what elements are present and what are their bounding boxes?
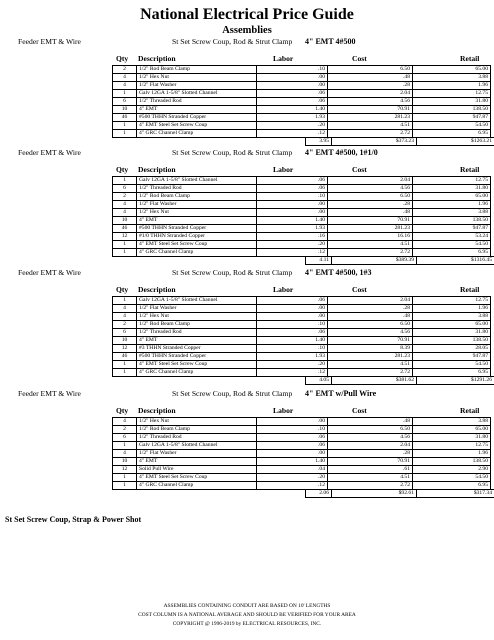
cell-cost: 8.39 [328, 345, 413, 353]
cell-retail: 31.80 [413, 185, 491, 193]
cell-labor: .10 [257, 66, 328, 74]
cell-description: 1/2" Threaded Rod [137, 329, 257, 337]
cell-labor: .00 [257, 313, 328, 321]
col-description: Description [138, 54, 176, 63]
items-table [112, 65, 491, 138]
totals-row [305, 256, 494, 265]
cell-qty: 6 [113, 185, 137, 193]
col-retail: Retail [460, 54, 480, 63]
cell-retail: 12.75 [413, 177, 491, 185]
items-table [112, 296, 491, 377]
col-retail: Retail [460, 165, 480, 174]
cell-cost: 2.72 [328, 482, 413, 490]
table-row [113, 321, 491, 329]
cell-retail: 54.50 [413, 122, 491, 130]
cell-qty: 2 [113, 193, 137, 201]
cell-retail: 1.96 [413, 82, 491, 90]
cell-labor: .00 [257, 201, 328, 209]
column-headers [0, 285, 494, 296]
cell-description: 1/2" Threaded Rod [137, 185, 257, 193]
col-cost: Cost [352, 406, 367, 415]
col-description: Description [138, 406, 176, 415]
cell-labor: 1.40 [257, 217, 328, 225]
cell-cost: 70.91 [328, 458, 413, 466]
col-qty: Qty [116, 285, 129, 294]
cell-labor: 1.40 [257, 458, 328, 466]
cell-retail: 3.88 [413, 74, 491, 82]
cell-description: Galv 12GA 1-5/8" Slotted Channel [137, 90, 257, 98]
items-table [112, 176, 491, 257]
cell-cost: .48 [328, 313, 413, 321]
cell-retail: 1.96 [413, 450, 491, 458]
section-header [0, 148, 494, 160]
table-row [113, 361, 491, 369]
cell-labor: .12 [257, 249, 328, 257]
section-category: Feeder EMT & Wire [18, 148, 81, 157]
column-headers [0, 54, 494, 65]
assembly-section [0, 148, 494, 265]
table-row [113, 225, 491, 233]
cell-cost: 4.51 [328, 241, 413, 249]
cell-qty: 4 [113, 450, 137, 458]
cell-labor: .16 [257, 233, 328, 241]
col-labor: Labor [273, 165, 294, 174]
cell-labor: .10 [257, 426, 328, 434]
table-row [113, 426, 491, 434]
cell-cost: 281.23 [328, 225, 413, 233]
cell-cost: 2.04 [328, 177, 413, 185]
assembly-name: 4" EMT w/Pull Wire [305, 389, 377, 398]
cell-labor: 1.40 [257, 106, 328, 114]
cell-description: #500 THHN Stranded Copper [137, 114, 257, 122]
section-support: St Set Screw Coup, Rod & Strut Clamp [172, 37, 293, 46]
col-qty: Qty [116, 165, 129, 174]
cell-retail: 6.95 [413, 369, 491, 377]
assembly-name: 4" EMT 4#500, 1#1/0 [305, 148, 378, 157]
table-row [113, 442, 491, 450]
cell-labor: .20 [257, 361, 328, 369]
cell-cost: 4.56 [328, 185, 413, 193]
assembly-section [0, 268, 494, 385]
cell-description: Galv 12GA 1-5/8" Slotted Channel [137, 177, 257, 185]
cell-labor: 1.93 [257, 225, 328, 233]
total-retail: $1263.21 [417, 138, 494, 146]
total-labor: 4.05 [306, 377, 332, 385]
cell-retail: 54.50 [413, 361, 491, 369]
table-row [113, 313, 491, 321]
table-row [113, 297, 491, 305]
table-row [113, 466, 491, 474]
cell-description: #3 THHN Stranded Copper [137, 345, 257, 353]
total-cost: $92.61 [332, 490, 417, 498]
cell-description: 1/2" Hex Nut [137, 418, 257, 426]
table-row [113, 434, 491, 442]
table-row [113, 201, 491, 209]
table-row [113, 185, 491, 193]
cell-description: 4" EMT [137, 217, 257, 225]
cell-labor: .04 [257, 466, 328, 474]
total-cost: $389.39 [332, 257, 417, 265]
cell-labor: .10 [257, 321, 328, 329]
cell-retail: 6.95 [413, 249, 491, 257]
cell-cost: 16.16 [328, 233, 413, 241]
cell-qty: 4 [113, 313, 137, 321]
cell-cost: 4.51 [328, 122, 413, 130]
cell-cost: .28 [328, 450, 413, 458]
cell-cost: 2.04 [328, 90, 413, 98]
col-labor: Labor [273, 285, 294, 294]
cell-qty: 4 [113, 74, 137, 82]
cell-qty: 10 [113, 217, 137, 225]
cell-description: 1/2" Rod Beam Clamp [137, 321, 257, 329]
cell-qty: 1 [113, 474, 137, 482]
table-row [113, 209, 491, 217]
cell-retail: 31.80 [413, 329, 491, 337]
cell-qty: 1 [113, 249, 137, 257]
col-cost: Cost [352, 54, 367, 63]
table-row [113, 66, 491, 74]
cell-qty: 1 [113, 90, 137, 98]
total-retail: $317.34 [417, 490, 494, 498]
table-row [113, 353, 491, 361]
cell-labor: 1.93 [257, 353, 328, 361]
table-row [113, 82, 491, 90]
cell-description: 4" EMT Steel Set Screw Coup [137, 241, 257, 249]
cell-qty: 1 [113, 122, 137, 130]
cell-retail: 138.50 [413, 337, 491, 345]
cell-description: Galv 12GA 1-5/8" Slotted Channel [137, 297, 257, 305]
footer-line-2: COST COLUMN IS A NATIONAL AVERAGE AND SHOULD BE VERIFIED FOR YOUR AREA [138, 612, 356, 618]
cell-retail: 12.75 [413, 90, 491, 98]
cell-cost: .48 [328, 74, 413, 82]
table-row [113, 337, 491, 345]
cell-cost: .61 [328, 466, 413, 474]
section-header [0, 37, 494, 49]
cell-retail: 138.50 [413, 458, 491, 466]
cell-labor: 1.93 [257, 114, 328, 122]
table-row [113, 450, 491, 458]
section-support: St Set Screw Coup, Rod & Strut Clamp [172, 148, 293, 157]
bottom-section-heading: St Set Screw Coup, Strap & Power Shot [5, 515, 142, 524]
cell-qty: 2 [113, 426, 137, 434]
assembly-section [0, 389, 494, 498]
table-row [113, 122, 491, 130]
cell-labor: .10 [257, 345, 328, 353]
total-labor: 3.95 [306, 138, 332, 146]
cell-labor: .10 [257, 193, 328, 201]
cell-description: 4" EMT [137, 337, 257, 345]
cell-retail: 12.75 [413, 442, 491, 450]
cell-cost: 4.51 [328, 474, 413, 482]
column-headers [0, 165, 494, 176]
cell-retail: 54.50 [413, 241, 491, 249]
cell-cost: 6.50 [328, 193, 413, 201]
cell-description: Galv 12GA 1-5/8" Slotted Channel [137, 442, 257, 450]
cell-qty: 6 [113, 329, 137, 337]
cell-retail: 1.96 [413, 201, 491, 209]
column-headers [0, 406, 494, 417]
col-description: Description [138, 285, 176, 294]
cell-cost: 2.72 [328, 249, 413, 257]
cell-retail: 65.00 [413, 193, 491, 201]
cell-description: 1/2" Hex Nut [137, 209, 257, 217]
cell-qty: 12 [113, 466, 137, 474]
cell-qty: 6 [113, 98, 137, 106]
total-retail: $1316.45 [417, 257, 494, 265]
cell-cost: 70.91 [328, 337, 413, 345]
table-row [113, 458, 491, 466]
cell-qty: 2 [113, 66, 137, 74]
cell-qty: 1 [113, 482, 137, 490]
cell-retail: 3.88 [413, 418, 491, 426]
cell-description: 4" EMT [137, 106, 257, 114]
cell-qty: 1 [113, 361, 137, 369]
cell-labor: .00 [257, 209, 328, 217]
cell-labor: .12 [257, 130, 328, 138]
cell-retail: 31.80 [413, 98, 491, 106]
cell-qty: 1 [113, 177, 137, 185]
cell-cost: 6.50 [328, 66, 413, 74]
cell-qty: 1 [113, 130, 137, 138]
col-labor: Labor [273, 54, 294, 63]
cell-description: 1/2" Rod Beam Clamp [137, 426, 257, 434]
cell-labor: 1.40 [257, 337, 328, 345]
cell-retail: 65.00 [413, 426, 491, 434]
section-support: St Set Screw Coup, Rod & Strut Clamp [172, 389, 293, 398]
cell-cost: 6.50 [328, 426, 413, 434]
cell-retail: 947.87 [413, 225, 491, 233]
cell-description: 1/2" Rod Beam Clamp [137, 193, 257, 201]
table-row [113, 177, 491, 185]
cell-description: 1/2" Threaded Rod [137, 98, 257, 106]
table-row [113, 90, 491, 98]
cell-cost: 6.50 [328, 321, 413, 329]
total-labor: 4.11 [306, 257, 332, 265]
col-qty: Qty [116, 406, 129, 415]
items-table [112, 417, 491, 490]
table-row [113, 345, 491, 353]
cell-cost: 281.23 [328, 114, 413, 122]
cell-cost: 4.56 [328, 98, 413, 106]
assembly-name: 4" EMT 4#500, 1#3 [305, 268, 372, 277]
cell-cost: 2.04 [328, 297, 413, 305]
cell-retail: 138.50 [413, 217, 491, 225]
cell-qty: 10 [113, 458, 137, 466]
table-row [113, 305, 491, 313]
cell-description: 1/2" Threaded Rod [137, 434, 257, 442]
col-cost: Cost [352, 285, 367, 294]
total-retail: $1291.26 [417, 377, 494, 385]
cell-qty: 4 [113, 209, 137, 217]
cell-cost: 4.56 [328, 434, 413, 442]
cell-labor: .12 [257, 482, 328, 490]
cell-labor: .00 [257, 74, 328, 82]
cell-description: 1/2" Rod Beam Clamp [137, 66, 257, 74]
cell-retail: 31.80 [413, 434, 491, 442]
cell-cost: 70.91 [328, 106, 413, 114]
cell-labor: .20 [257, 241, 328, 249]
cell-qty: 1 [113, 297, 137, 305]
cell-qty: 1 [113, 241, 137, 249]
cell-retail: 3.88 [413, 209, 491, 217]
cell-retail: 2.90 [413, 466, 491, 474]
cell-labor: .06 [257, 177, 328, 185]
cell-cost: 281.23 [328, 353, 413, 361]
cell-retail: 6.95 [413, 130, 491, 138]
cell-retail: 12.75 [413, 297, 491, 305]
col-retail: Retail [460, 406, 480, 415]
cell-cost: 4.56 [328, 329, 413, 337]
cell-retail: 65.00 [413, 66, 491, 74]
section-support: St Set Screw Coup, Rod & Strut Clamp [172, 268, 293, 277]
cell-retail: 138.50 [413, 106, 491, 114]
cell-qty: 10 [113, 337, 137, 345]
cell-qty: 4 [113, 82, 137, 90]
table-row [113, 217, 491, 225]
cell-retail: 6.95 [413, 482, 491, 490]
cell-qty: 6 [113, 434, 137, 442]
cell-labor: .06 [257, 434, 328, 442]
table-row [113, 329, 491, 337]
footer-line-3: COPYRIGHT @ 1996-2019 by ELECTRICAL RESOURCES, INC. [172, 621, 322, 627]
section-category: Feeder EMT & Wire [18, 389, 81, 398]
cell-retail: 947.87 [413, 114, 491, 122]
total-cost: $373.23 [332, 138, 417, 146]
cell-cost: .28 [328, 82, 413, 90]
total-cost: $381.62 [332, 377, 417, 385]
section-category: Feeder EMT & Wire [18, 268, 81, 277]
cell-retail: 28.05 [413, 345, 491, 353]
cell-qty: 1 [113, 369, 137, 377]
col-qty: Qty [116, 54, 129, 63]
cell-cost: .28 [328, 201, 413, 209]
cell-description: #1/0 THHN Stranded Copper [137, 233, 257, 241]
cell-cost: .48 [328, 209, 413, 217]
cell-retail: 65.00 [413, 321, 491, 329]
cell-cost: 2.04 [328, 442, 413, 450]
col-description: Description [138, 165, 176, 174]
cell-cost: 2.72 [328, 130, 413, 138]
cell-description: 4" GRC Channel Clamp [137, 130, 257, 138]
col-cost: Cost [352, 165, 367, 174]
page-title: National Electrical Price Guide [140, 6, 354, 23]
cell-labor: .00 [257, 82, 328, 90]
cell-cost: .48 [328, 418, 413, 426]
table-row [113, 98, 491, 106]
cell-labor: .06 [257, 297, 328, 305]
cell-labor: .06 [257, 98, 328, 106]
cell-description: 1/2" Flat Washer [137, 305, 257, 313]
cell-description: 4" EMT Steel Set Screw Coup [137, 122, 257, 130]
cell-labor: .12 [257, 369, 328, 377]
page-subtitle: Assemblies [222, 25, 272, 36]
cell-description: 4" GRC Channel Clamp [137, 249, 257, 257]
cell-description: #500 THHN Stranded Copper [137, 225, 257, 233]
cell-labor: .06 [257, 442, 328, 450]
col-labor: Labor [273, 406, 294, 415]
cell-cost: 2.72 [328, 369, 413, 377]
cell-description: 4" EMT Steel Set Screw Coup [137, 474, 257, 482]
cell-retail: 54.50 [413, 474, 491, 482]
cell-labor: .20 [257, 474, 328, 482]
footer-line-1: ASSEMBLIES CONTAINING CONDUIT ARE BASED ON 10' LENGTHS [163, 603, 331, 609]
table-row [113, 233, 491, 241]
cell-description: Solid Pull Wire [137, 466, 257, 474]
cell-retail: 53.24 [413, 233, 491, 241]
cell-qty: 1 [113, 442, 137, 450]
cell-qty: 2 [113, 321, 137, 329]
table-row [113, 106, 491, 114]
cell-description: 4" GRC Channel Clamp [137, 369, 257, 377]
cell-description: 1/2" Hex Nut [137, 74, 257, 82]
cell-retail: 1.96 [413, 305, 491, 313]
table-row [113, 474, 491, 482]
cell-description: 4" EMT Steel Set Screw Coup [137, 361, 257, 369]
cell-description: 1/2" Flat Washer [137, 201, 257, 209]
cell-description: 4" EMT [137, 458, 257, 466]
cell-labor: .20 [257, 122, 328, 130]
cell-labor: .06 [257, 329, 328, 337]
cell-qty: 10 [113, 106, 137, 114]
totals-row [305, 376, 494, 385]
cell-retail: 3.88 [413, 313, 491, 321]
section-header [0, 268, 494, 280]
cell-qty: 4 [113, 305, 137, 313]
cell-description: 1/2" Hex Nut [137, 313, 257, 321]
table-row [113, 114, 491, 122]
cell-labor: .00 [257, 418, 328, 426]
assembly-name: 4" EMT 4#500 [305, 37, 356, 46]
col-retail: Retail [460, 285, 480, 294]
cell-qty: 12 [113, 345, 137, 353]
cell-cost: 4.51 [328, 361, 413, 369]
table-row [113, 74, 491, 82]
cell-labor: .00 [257, 305, 328, 313]
cell-description: 4" GRC Channel Clamp [137, 482, 257, 490]
table-row [113, 193, 491, 201]
section-category: Feeder EMT & Wire [18, 37, 81, 46]
cell-description: #500 THHN Stranded Copper [137, 353, 257, 361]
cell-qty: 46 [113, 353, 137, 361]
cell-description: 1/2" Flat Washer [137, 82, 257, 90]
totals-row [305, 137, 494, 146]
cell-qty: 46 [113, 114, 137, 122]
table-row [113, 418, 491, 426]
total-labor: 2.06 [306, 490, 332, 498]
assembly-section [0, 37, 494, 146]
cell-labor: .06 [257, 90, 328, 98]
cell-labor: .00 [257, 450, 328, 458]
cell-qty: 46 [113, 225, 137, 233]
cell-retail: 947.87 [413, 353, 491, 361]
cell-cost: 70.91 [328, 217, 413, 225]
totals-row [305, 489, 494, 498]
cell-cost: .28 [328, 305, 413, 313]
cell-qty: 4 [113, 418, 137, 426]
cell-description: 1/2" Flat Washer [137, 450, 257, 458]
table-row [113, 241, 491, 249]
cell-qty: 12 [113, 233, 137, 241]
section-header [0, 389, 494, 401]
cell-labor: .06 [257, 185, 328, 193]
cell-qty: 4 [113, 201, 137, 209]
